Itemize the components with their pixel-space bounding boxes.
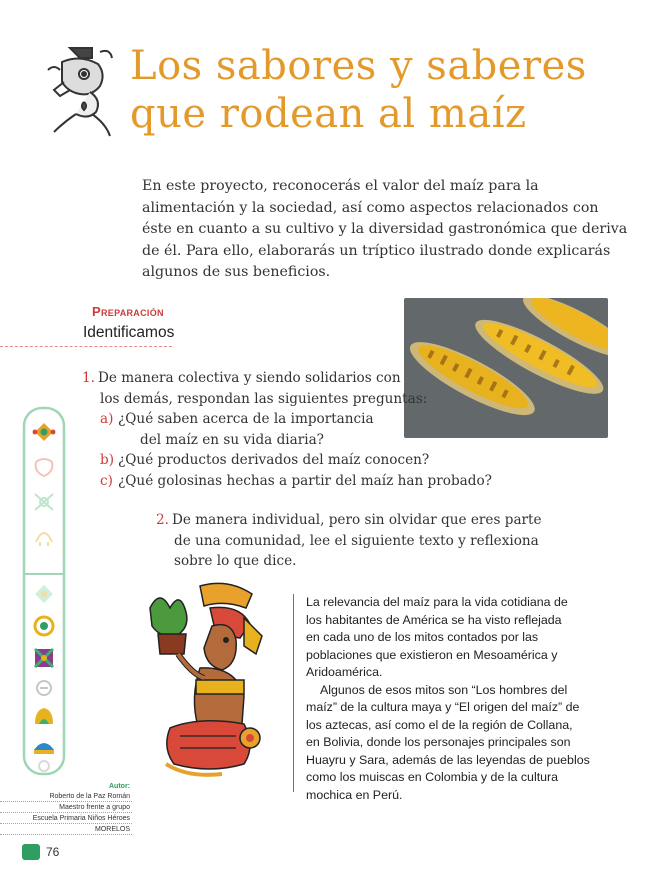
title-line-1: Los sabores y saberes <box>130 43 587 89</box>
author-credit <box>0 781 132 835</box>
author-school: Escuela Primaria Niños Héroes <box>0 813 132 824</box>
author-name: Roberto de la Paz Román <box>0 791 132 802</box>
intro-line: éste en cuanto a su cultivo y la diversidad gastronómica que deriva <box>142 221 628 237</box>
author-label: Autor: <box>109 782 130 790</box>
question-text: sobre lo que dice. <box>174 553 297 569</box>
quote-text <box>306 594 606 804</box>
quote-line: en cada uno de los mitos contados por las <box>306 630 539 644</box>
intro-paragraph <box>142 176 628 284</box>
question-number: 1. <box>82 370 95 386</box>
item-text: ¿Qué golosinas hechas a partir del maíz han probado? <box>118 472 492 489</box>
quote-line: maíz” de la cultura maya y “El origen del maíz” de <box>306 700 580 714</box>
quote-line: los habitantes de América se ha visto reflejada <box>306 612 562 627</box>
quote-line: en Bolivia, donde los personajes principales son <box>306 735 571 749</box>
section-divider <box>0 346 172 347</box>
quote-line: Huayru y Sara, además de las leyendas de pueblos <box>306 752 590 767</box>
question-text: De manera colectiva y siendo solidarios con <box>98 370 401 386</box>
mayan-figure-illustration <box>140 578 270 788</box>
intro-line: alimentación y la sociedad, así como aspectos relacionados con <box>142 199 599 216</box>
quote-rule <box>293 594 294 792</box>
mayan-glyph-icon <box>40 40 120 140</box>
quote-line: poblaciones que existieron en Mesoamérica y <box>306 647 558 662</box>
page-title <box>130 42 650 138</box>
author-state: MORELOS <box>0 824 132 835</box>
intro-line: algunos de sus beneficios. <box>142 264 331 280</box>
quote-line: Aridoamérica. <box>306 665 383 679</box>
item-text: ¿Qué saben acerca de la importancia <box>118 411 374 427</box>
item-text: ¿Qué productos derivados del maíz conocen? <box>118 452 430 468</box>
section-subtitle: Identificamos <box>83 324 175 341</box>
question-text: De manera individual, pero sin olvidar que eres parte <box>172 512 542 528</box>
title-line-2: que rodean al maíz <box>130 91 527 137</box>
page-number-icon <box>22 844 40 860</box>
side-rail-icons <box>22 406 66 776</box>
section-label: Preparación <box>92 304 164 319</box>
intro-line: de él. Para ello, elaborarás un tríptico ilustrado donde explicarás <box>142 242 611 259</box>
quote-line: La relevancia del maíz para la vida cotidiana de <box>306 595 568 609</box>
quote-line: como los muiscas en Colombia y de la cultura <box>306 770 559 784</box>
question-1 <box>82 368 492 491</box>
author-role: Maestro frente a grupo <box>0 802 132 813</box>
question-number: 2. <box>156 512 169 528</box>
item-letter: b) <box>100 452 115 468</box>
question-text: los demás, respondan las siguientes preguntas: <box>100 390 428 407</box>
page-number: 76 <box>46 845 60 859</box>
question-2 <box>156 510 542 572</box>
item-letter: c) <box>100 472 113 489</box>
question-text: de una comunidad, lee el siguiente texto y reflexiona <box>174 532 539 549</box>
quote-line: los aztecas, así como el de la región de Collana, <box>306 717 573 732</box>
intro-line: En este proyecto, reconocerás el valor del maíz para la <box>142 178 539 194</box>
quote-line: mochica en Perú. <box>306 787 403 802</box>
item-letter: a) <box>100 411 114 427</box>
quote-line: Algunos de esos mitos son “Los hombres del <box>320 682 568 697</box>
item-text: del maíz en su vida diaria? <box>140 431 324 448</box>
